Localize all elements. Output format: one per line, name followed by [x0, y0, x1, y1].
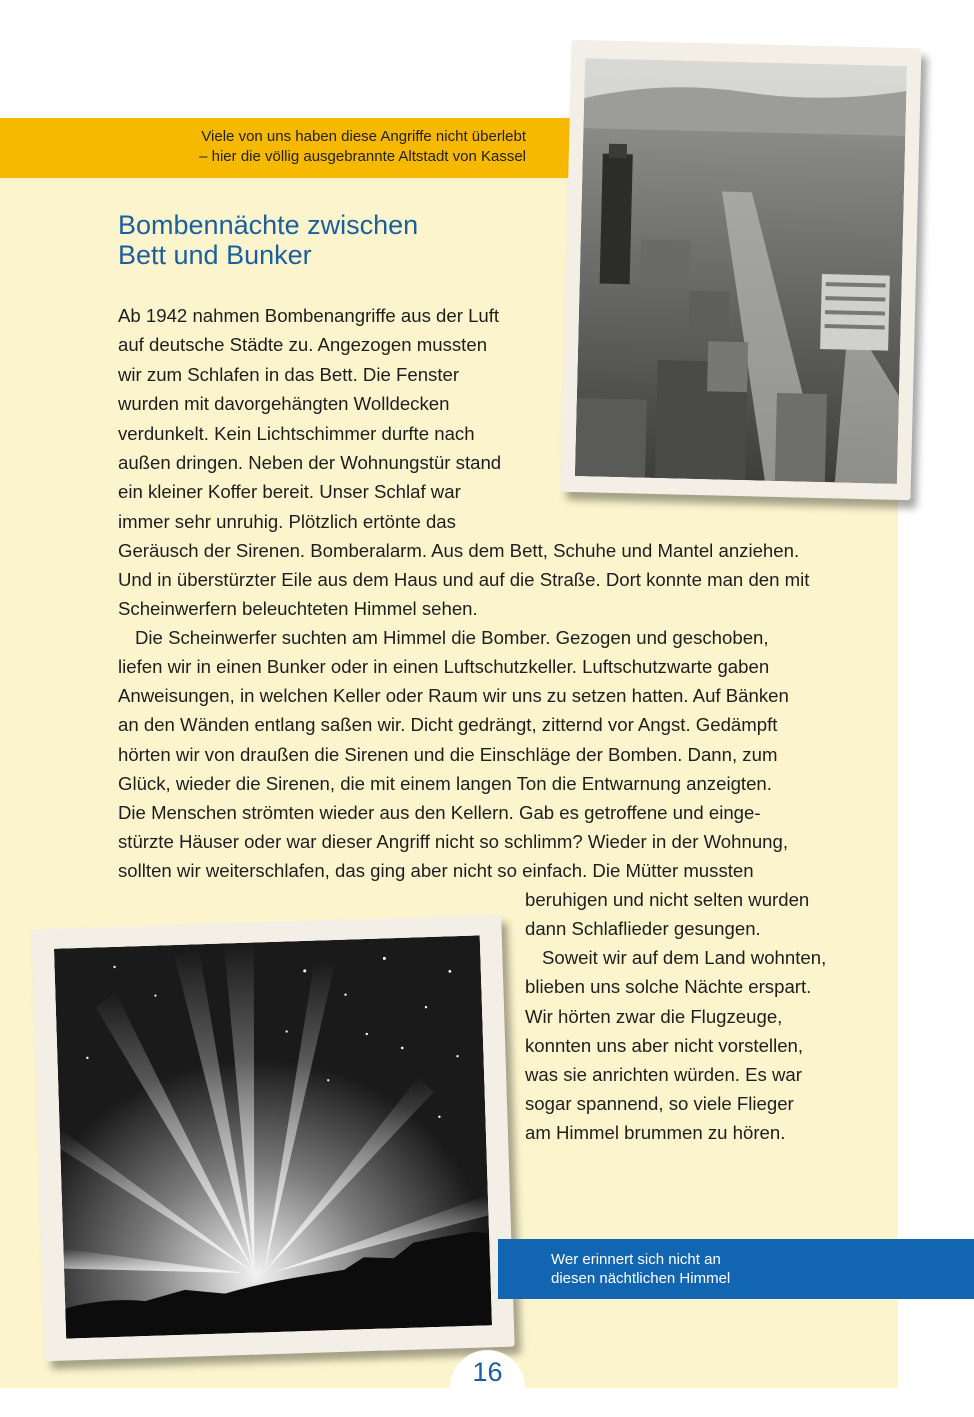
caption-top-line-2: – hier die völlig ausgebrannte Altstadt von Kassel — [199, 148, 526, 165]
title-line-2: Bett und Bunker — [118, 240, 312, 270]
caption-bottom-line-1: Wer erinnert sich nicht an — [551, 1251, 721, 1268]
body-line: Die Scheinwerfer suchten am Himmel die Bomber. Gezogen und geschoben, — [135, 627, 769, 648]
body-line: Soweit wir auf dem Land wohnten, — [542, 947, 827, 968]
body-line: Die Menschen strömten wieder aus den Kellern. Gab es getroffene und einge- — [118, 802, 761, 823]
title-line-1: Bombennächte zwischen — [118, 210, 419, 240]
body-line: Und in überstürzter Eile aus dem Haus und auf die Straße. Dort konnte man den mit — [118, 569, 810, 590]
body-line: Glück, wieder die Sirenen, die mit einem langen Ton die Entwarnung anzeigten. — [118, 773, 772, 794]
photo-kassel-ruins — [561, 40, 922, 500]
body-line: stürzte Häuser oder war dieser Angriff nicht so schlimm? Wieder in der Wohnung, — [118, 831, 789, 852]
body-line: Geräusch der Sirenen. Bomberalarm. Aus dem Bett, Schuhe und Mantel anziehen. — [118, 540, 800, 561]
caption-top-line-1: Viele von uns haben diese Angriffe nicht überlebt — [201, 128, 526, 145]
body-line: außen dringen. Neben der Wohnungstür stand — [118, 452, 502, 473]
body-line: wurden mit davorgehängten Wolldecken — [118, 393, 450, 414]
body-line: verdunkelt. Kein Lichtschimmer durfte nach — [118, 423, 475, 444]
body-line: beruhigen und nicht selten wurden — [525, 889, 810, 910]
page-number: 16 — [472, 1357, 503, 1387]
body-line: sollten wir weiterschlafen, das ging aber nicht so einfach. Die Mütter mussten — [118, 860, 754, 881]
body-line: hörten wir von draußen die Sirenen und die Einschläge der Bomben. Dann, zum — [118, 744, 778, 765]
photo-searchlights — [31, 915, 514, 1362]
body-line: Anweisungen, in welchen Keller oder Raum wir uns zu setzen hatten. Auf Bänken — [118, 685, 789, 706]
body-line: wir zum Schlafen in das Bett. Die Fenster — [118, 364, 460, 385]
photo-night-sky-image — [54, 935, 492, 1338]
caption-bottom-line-2: diesen nächtlichen Himmel — [551, 1270, 731, 1287]
body-line: sogar spannend, so viele Flieger — [525, 1093, 794, 1114]
body-line: am Himmel brummen zu hören. — [525, 1122, 786, 1143]
body-line: liefen wir in einen Bunker oder in einen Luftschutzkeller. Luftschutzwarte gaben — [118, 656, 770, 677]
body-line: konnten uns aber nicht vorstellen, — [525, 1035, 804, 1056]
body-line: Wir hörten zwar die Flugzeuge, — [525, 1006, 783, 1027]
body-line: Scheinwerfern beleuchteten Himmel sehen. — [118, 598, 478, 619]
page-title — [118, 210, 418, 270]
body-line: auf deutsche Städte zu. Angezogen mussten — [118, 334, 488, 355]
body-line: immer sehr unruhig. Plötzlich ertönte das — [118, 511, 456, 532]
body-line: ein kleiner Koffer bereit. Unser Schlaf war — [118, 481, 461, 502]
body-line: was sie anrichten würden. Es war — [525, 1064, 802, 1085]
photo-ruined-city-image — [575, 58, 907, 484]
body-line: an den Wänden entlang saßen wir. Dicht gedrängt, zitternd vor Angst. Gedämpft — [118, 714, 778, 735]
photo-caption-bottom — [551, 1250, 730, 1288]
body-line: Ab 1942 nahmen Bombenangriffe aus der Luft — [118, 305, 500, 326]
body-line: blieben uns solche Nächte erspart. — [525, 976, 812, 997]
body-line: dann Schlaflieder gesungen. — [525, 918, 761, 939]
photo-caption-top — [110, 127, 526, 167]
